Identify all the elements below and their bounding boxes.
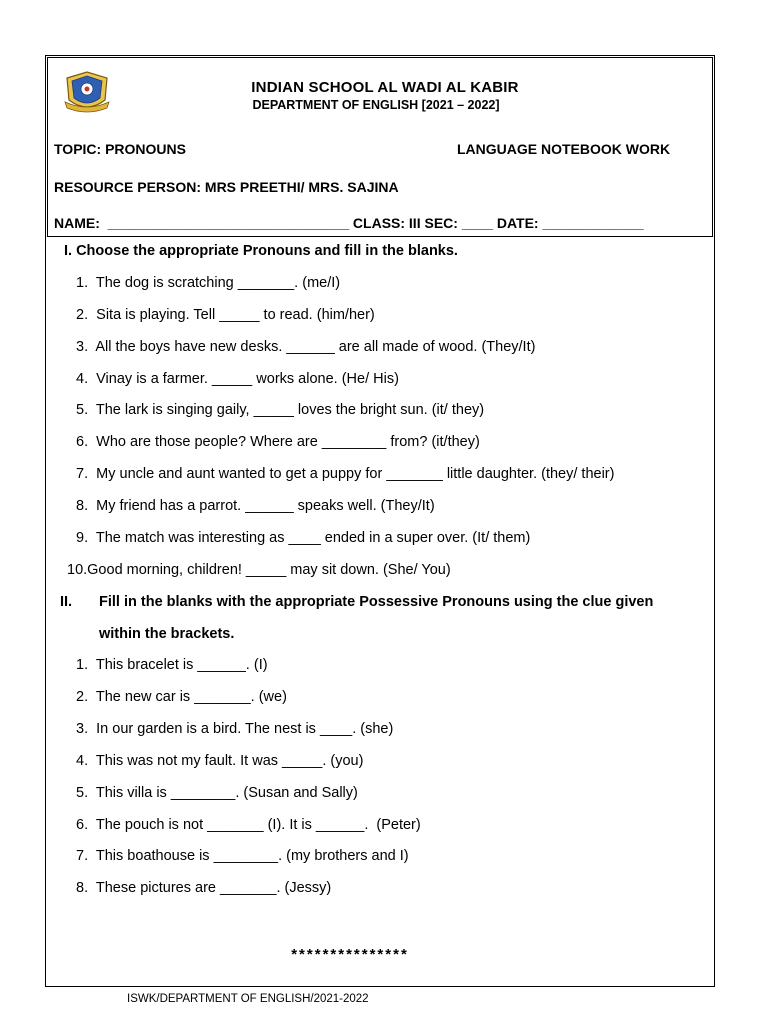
resource-person: RESOURCE PERSON: MRS PREETHI/ MRS. SAJINA [54,179,399,195]
list-item: 4. Vinay is a farmer. _____ works alone. (He/ His) [76,371,399,387]
topic-label: TOPIC: PRONOUNS [54,141,186,157]
list-item: 7. This boathouse is ________. (my brothers and I) [76,848,409,864]
school-name: INDIAN SCHOOL AL WADI AL KABIR [251,79,519,96]
list-item: 2. Sita is playing. Tell _____ to read. (him/her) [76,307,375,323]
section2-title-line2: within the brackets. [99,626,235,642]
list-item: 4. This was not my fault. It was _____. (you) [76,753,364,769]
list-item: 9. The match was interesting as ____ ended in a super over. (It/ them) [76,530,531,546]
section2-title-line1: Fill in the blanks with the appropriate Possessive Pronouns using the clue given [99,594,654,610]
list-item: 1. The dog is scratching _______. (me/I) [76,275,341,291]
list-item: 10.Good morning, children! _____ may sit down. (She/ You) [67,562,451,578]
page-footer: ISWK/DEPARTMENT OF ENGLISH/2021-2022 [127,993,369,1005]
list-item: 5. This villa is ________. (Susan and Sally) [76,785,358,801]
work-type-label: LANGUAGE NOTEBOOK WORK [457,141,671,157]
list-item: 6. The pouch is not _______ (I). It is ______. (Peter) [76,817,421,833]
list-item: 5. The lark is singing gaily, _____ loves the bright sun. (it/ they) [76,402,485,418]
list-item: 3. In our garden is a bird. The nest is ____. (she) [76,721,394,737]
list-item: 1. This bracelet is ______. (I) [76,657,268,673]
list-item: 2. The new car is _______. (we) [76,689,287,705]
department-title: DEPARTMENT OF ENGLISH [2021 – 2022] [252,98,500,112]
list-item: 6. Who are those people? Where are ________ from? (it/they) [76,434,480,450]
list-item: 8. These pictures are _______. (Jessy) [76,880,332,896]
section2-numeral: II. [60,594,73,610]
end-separator: *************** [291,946,409,963]
list-item: 3. All the boys have new desks. ______ are all made of wood. (They/It) [76,339,536,355]
list-item: 7. My uncle and aunt wanted to get a puppy for _______ little daughter. (they/ their) [76,466,615,482]
section1-title: I. Choose the appropriate Pronouns and fill in the blanks. [64,243,458,259]
student-details-line: NAME: _______________________________ CLASS: III SEC: ____ DATE: _____________ [54,215,644,231]
list-item: 8. My friend has a parrot. ______ speaks well. (They/It) [76,498,435,514]
